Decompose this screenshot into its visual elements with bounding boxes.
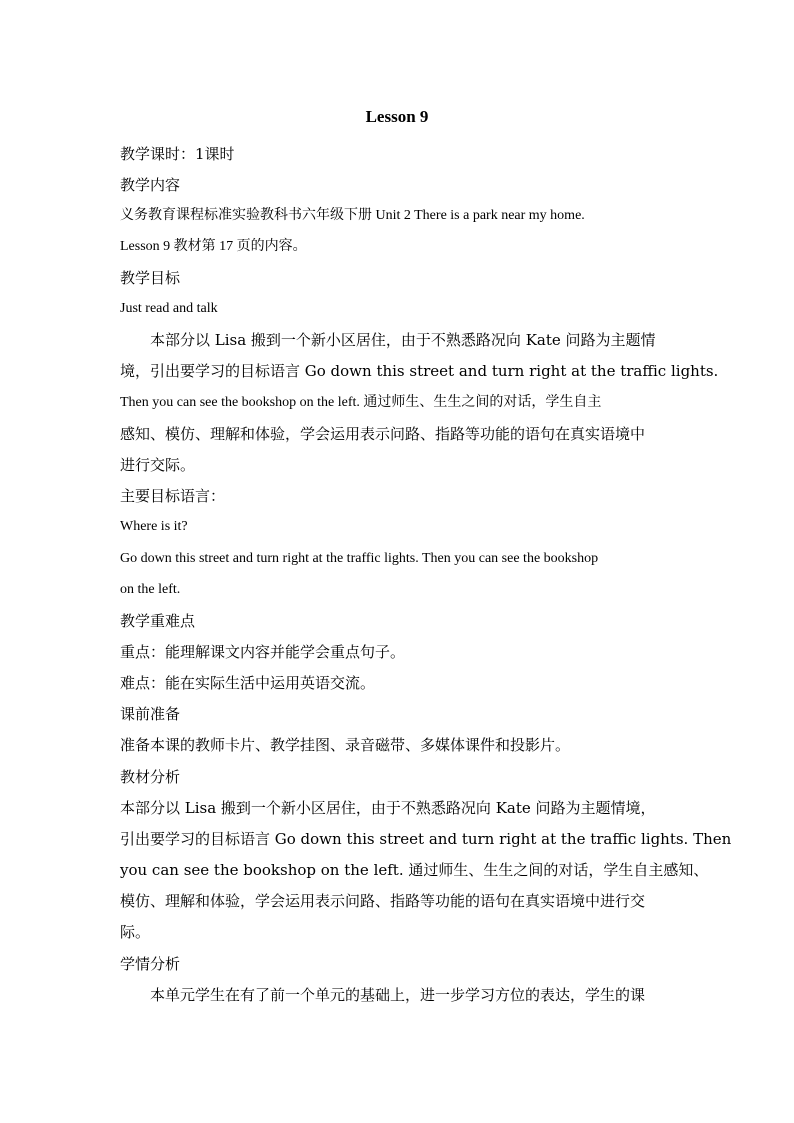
section-heading-preparation: 课前准备 <box>120 705 181 723</box>
difficulty-line: 难点：能在实际生活中运用英语交流。 <box>120 674 376 692</box>
paragraph-line: 本部分以 Lisa 搬到一个新小区居住，由于不熟悉路况向 Kate 问路为主题情境， <box>120 799 656 817</box>
section-heading-key-points: 教学重难点 <box>120 612 196 630</box>
section-heading-content: 教学内容 <box>120 176 181 194</box>
paragraph-line: 际。 <box>120 923 151 941</box>
target-sentence: Go down this street and turn right at the traffic lights. Then you can see the bookshop <box>120 551 599 566</box>
paragraph-line: 本单元学生在有了前一个单元的基础上，进一步学习方位的表达，学生的课 <box>150 986 646 1004</box>
paragraph-line: 引出要学习的目标语言 Go down this street and turn right at the traffic lights. Then <box>120 830 732 848</box>
paragraph-line: 进行交际。 <box>120 456 196 474</box>
section-heading-objectives: 教学目标 <box>120 269 181 287</box>
paragraph-line: Then you can see the bookshop on the left. 通过师生、生生之间的对话，学生自主 <box>120 395 602 410</box>
content-text-line: 义务教育课程标准实验教科书六年级下册 Unit 2 There is a park near my home. <box>120 208 585 223</box>
paragraph-line: 境，引出要学习的目标语言 Go down this street and turn right at the traffic lights. <box>120 362 719 380</box>
paragraph-line: 本部分以 Lisa 搬到一个新小区居住，由于不熟悉路况向 Kate 问路为主题情 <box>150 331 656 349</box>
content-text-line: Lesson 9 教材第 17 页的内容。 <box>120 239 307 254</box>
key-point-line: 重点：能理解课文内容并能学会重点句子。 <box>120 643 406 661</box>
class-hours-line: 教学课时：1课时 <box>120 145 235 163</box>
page-title: Lesson 9 <box>365 107 429 126</box>
section-heading-target-language: 主要目标语言： <box>120 487 226 505</box>
paragraph-line: 感知、模仿、理解和体验，学会运用表示问路、指路等功能的语句在真实语境中 <box>120 425 646 443</box>
target-sentence: Where is it? <box>120 519 188 534</box>
preparation-line: 准备本课的教师卡片、教学挂图、录音磁带、多媒体课件和投影片。 <box>120 736 571 754</box>
section-heading-student-analysis: 学情分析 <box>120 955 181 973</box>
paragraph-line: you can see the bookshop on the left. 通过师生、生生之间的对话，学生自主感知、 <box>120 861 709 879</box>
section-heading-material-analysis: 教材分析 <box>120 768 181 786</box>
target-sentence: on the left. <box>120 582 181 597</box>
subheading-read-and-talk: Just read and talk <box>120 301 218 316</box>
paragraph-line: 模仿、理解和体验，学会运用表示问路、指路等功能的语句在真实语境中进行交 <box>120 892 646 910</box>
